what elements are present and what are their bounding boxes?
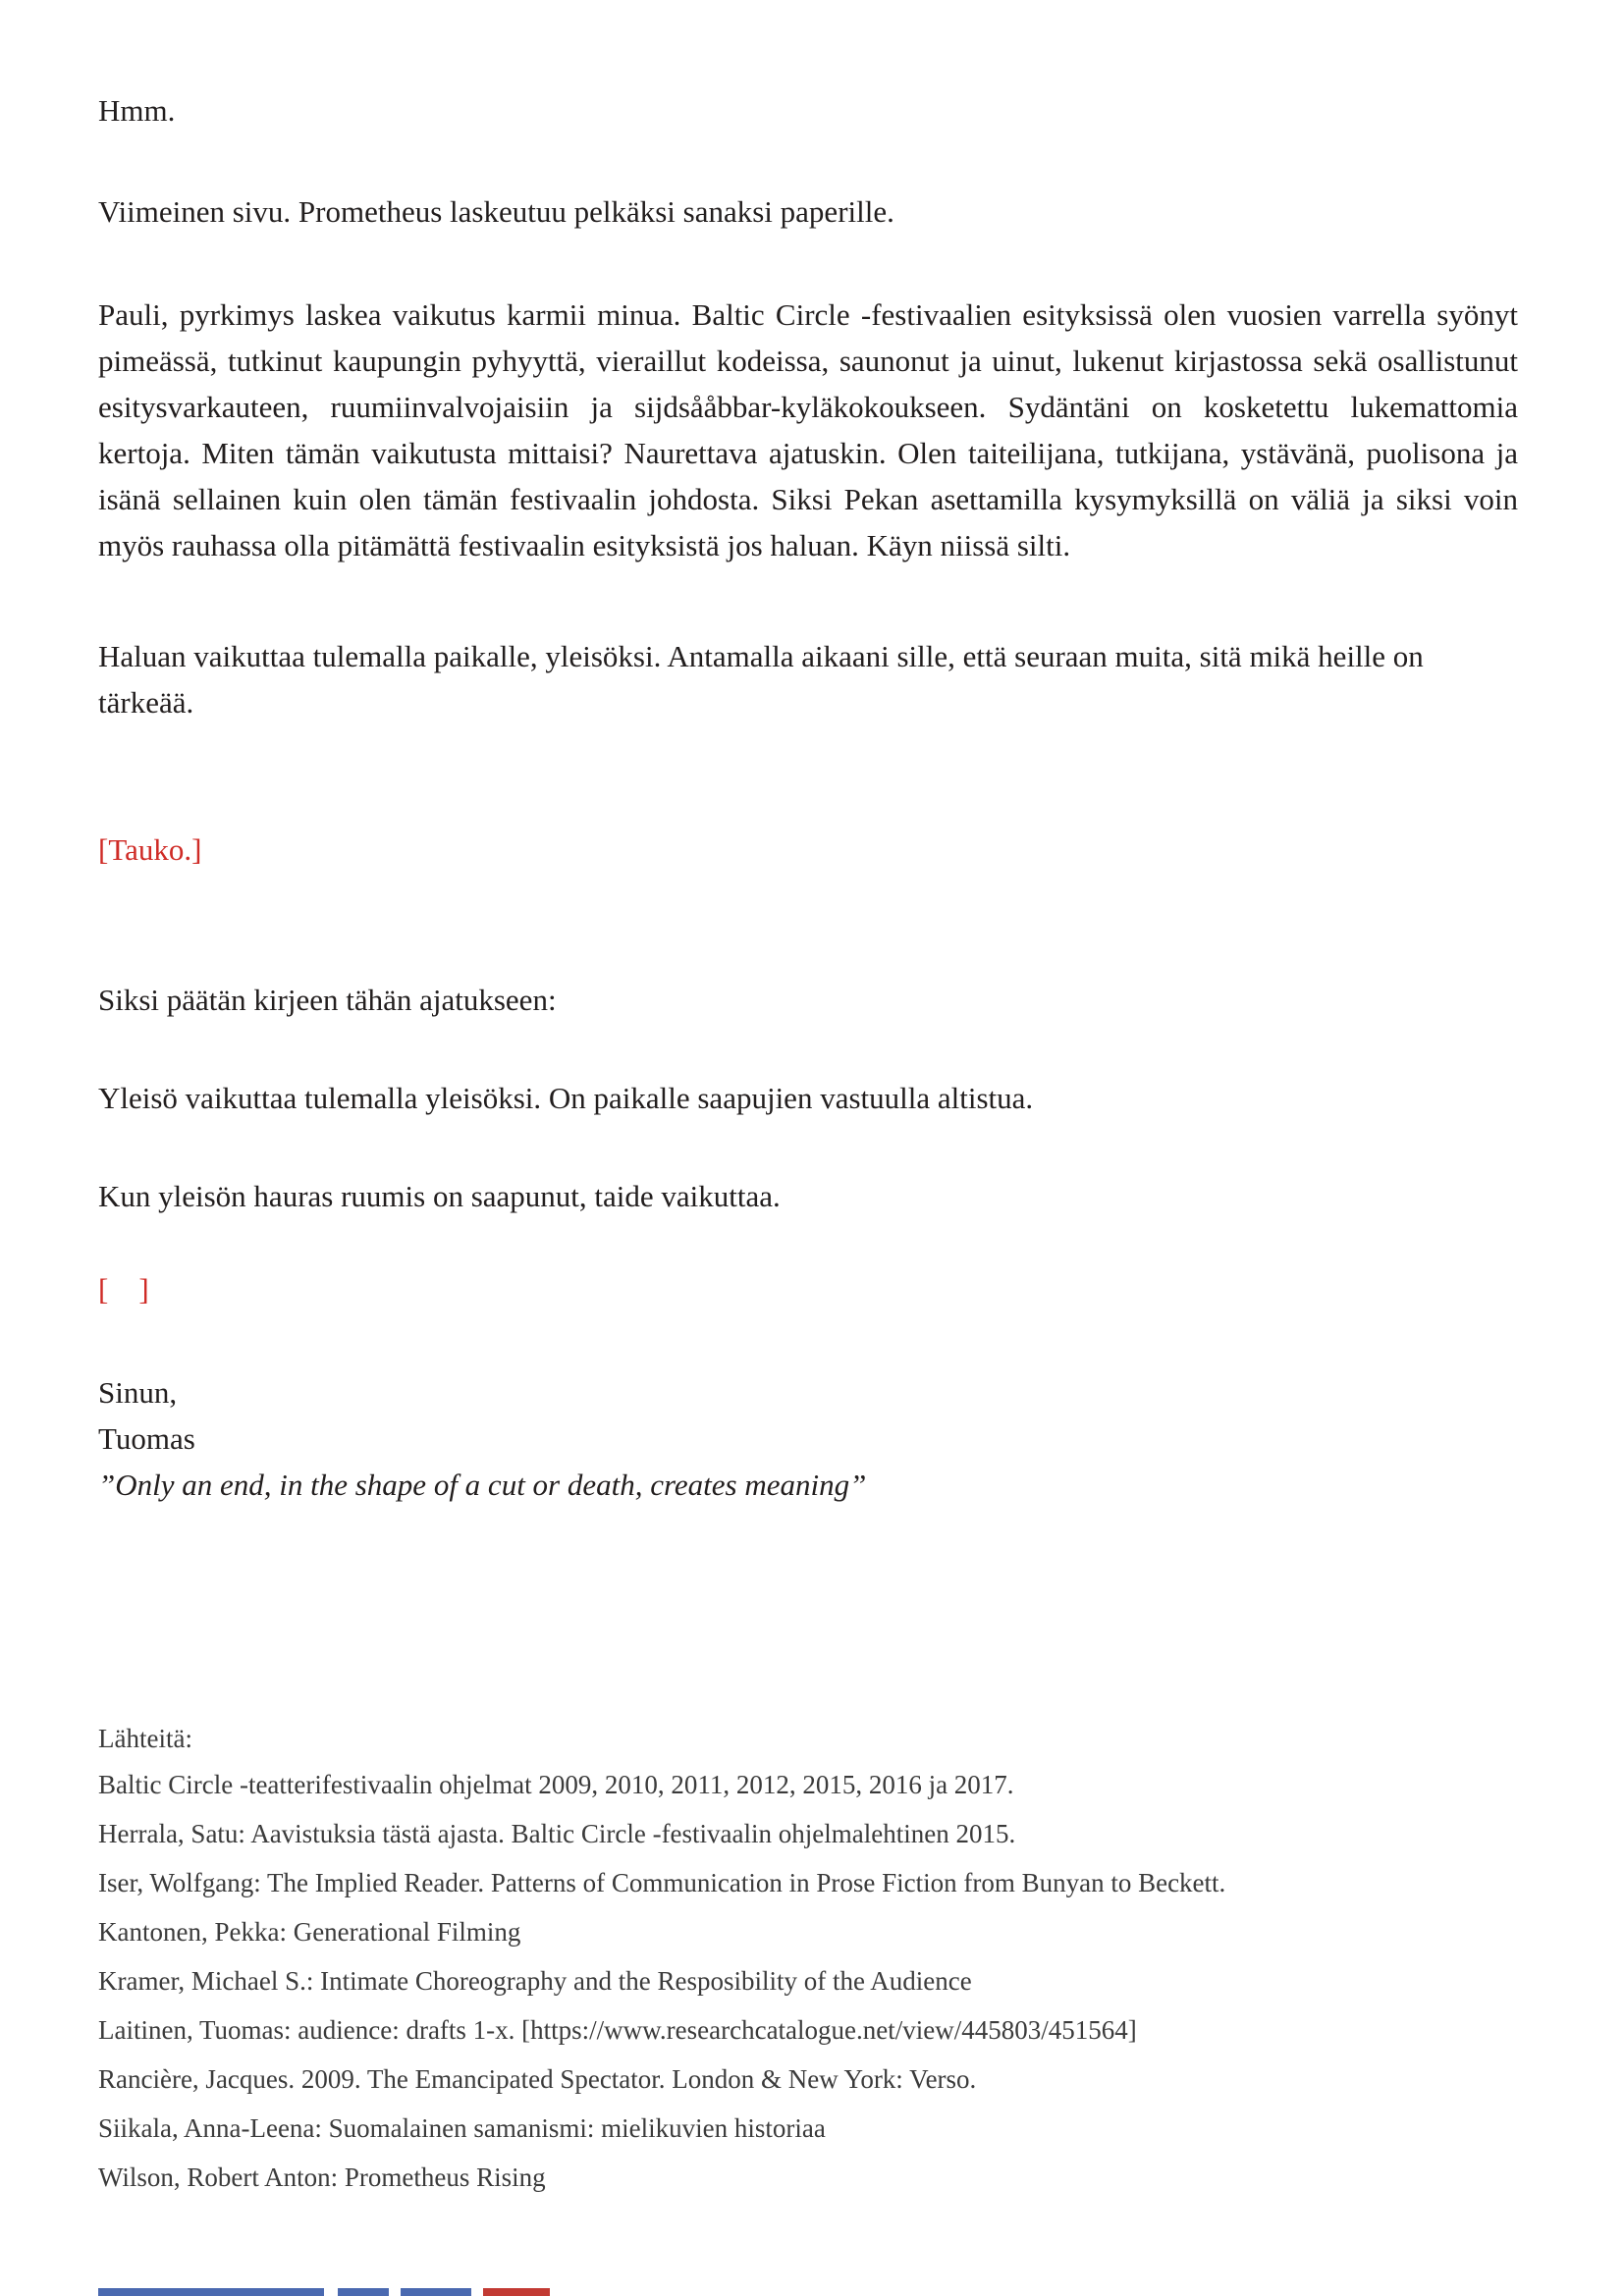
reference-item: Iser, Wolfgang: The Implied Reader. Patterns of Communication in Prose Fiction from Bunyan to Beckett. [98, 1868, 1226, 1897]
reference-item: Wilson, Robert Anton: Prometheus Rising [98, 2163, 546, 2192]
references-heading: Lähteitä: [98, 1724, 192, 1753]
letter-paragraph-haluan: Haluan vaikuttaa tulemalla paikalle, yleisöksi. Antamalla aikaani sille, että seuraan muita, sitä mikä heille on tärkeää. [98, 639, 1424, 720]
reference-item: Laitinen, Tuomas: audience: drafts 1-x. [https://www.researchcatalogue.net/view/445803/451564] [98, 2015, 1137, 2045]
footer-color-bar [0, 2288, 1624, 2296]
footer-bar-segment [338, 2288, 389, 2296]
pause-marker: [Tauko.] [98, 832, 202, 867]
signature-line-1: Sinun, [98, 1375, 178, 1410]
reference-item: Kramer, Michael S.: Intimate Choreography and the Resposibility of the Audience [98, 1966, 972, 1996]
letter-line-closing-intro: Siksi päätän kirjeen tähän ajatukseen: [98, 983, 557, 1017]
letter-line-thesis-1: Yleisö vaikuttaa tulemalla yleisöksi. On paikalle saapujien vastuulla altistua. [98, 1081, 1034, 1115]
signature-block [98, 1369, 1518, 1508]
letter-line-hmm: Hmm. [98, 93, 176, 128]
reference-item: Rancière, Jacques. 2009. The Emancipated Spectator. London & New York: Verso. [98, 2064, 977, 2094]
reference-item: Baltic Circle -teatterifestivaalin ohjelmat 2009, 2010, 2011, 2012, 2015, 2016 ja 2017. [98, 1770, 1014, 1799]
signature-line-2: Tuomas [98, 1421, 195, 1456]
letter-paragraph-pauli: Pauli, pyrkimys laskea vaikutus karmii minua. Baltic Circle -festivaalien esityksissä olen vuosien varrella syönyt pimeässä, tutkinut kaupungin pyhyyttä, vieraillut kodeissa, saunonut ja uinut, lukenut kirjastossa sekä osallistunut esitysvarkauteen, ruumiinvalvojaisiin ja sijdsååbbar-kyläkokoukseen. Sydäntäni on kosketettu lukemattomia kertoja. Miten tämän vaikutusta mittaisi? Naurettava ajatuskin. Olen taiteilijana, tutkijana, ystävänä, puolisona ja isänä sellainen kuin olen tämän festivaalin johdosta. Siksi Pekan asettamilla kysymyksillä on väliä ja siksi voin myös rauhassa olla pitämättä festivaalin esityksistä jos haluan. Käyn niissä silti. [98, 297, 1518, 562]
footer-bar-segment [401, 2288, 471, 2296]
reference-item: Herrala, Satu: Aavistuksia tästä ajasta. Baltic Circle -festivaalin ohjelmalehtinen 2015. [98, 1819, 1016, 1848]
signature-quote: ”Only an end, in the shape of a cut or death, creates meaning” [98, 1468, 867, 1502]
reference-item: Kantonen, Pekka: Generational Filming [98, 1917, 521, 1947]
footer-bar-segment [98, 2288, 324, 2296]
reference-item: Siikala, Anna-Leena: Suomalainen samanismi: mielikuvien historiaa [98, 2113, 826, 2143]
empty-brackets-marker: [ ] [98, 1272, 149, 1307]
letter-line-last-page: Viimeinen sivu. Prometheus laskeutuu pelkäksi sanaksi paperille. [98, 194, 894, 229]
footer-bar-segment [483, 2288, 550, 2296]
letter-line-thesis-2: Kun yleisön hauras ruumis on saapunut, taide vaikuttaa. [98, 1179, 781, 1213]
